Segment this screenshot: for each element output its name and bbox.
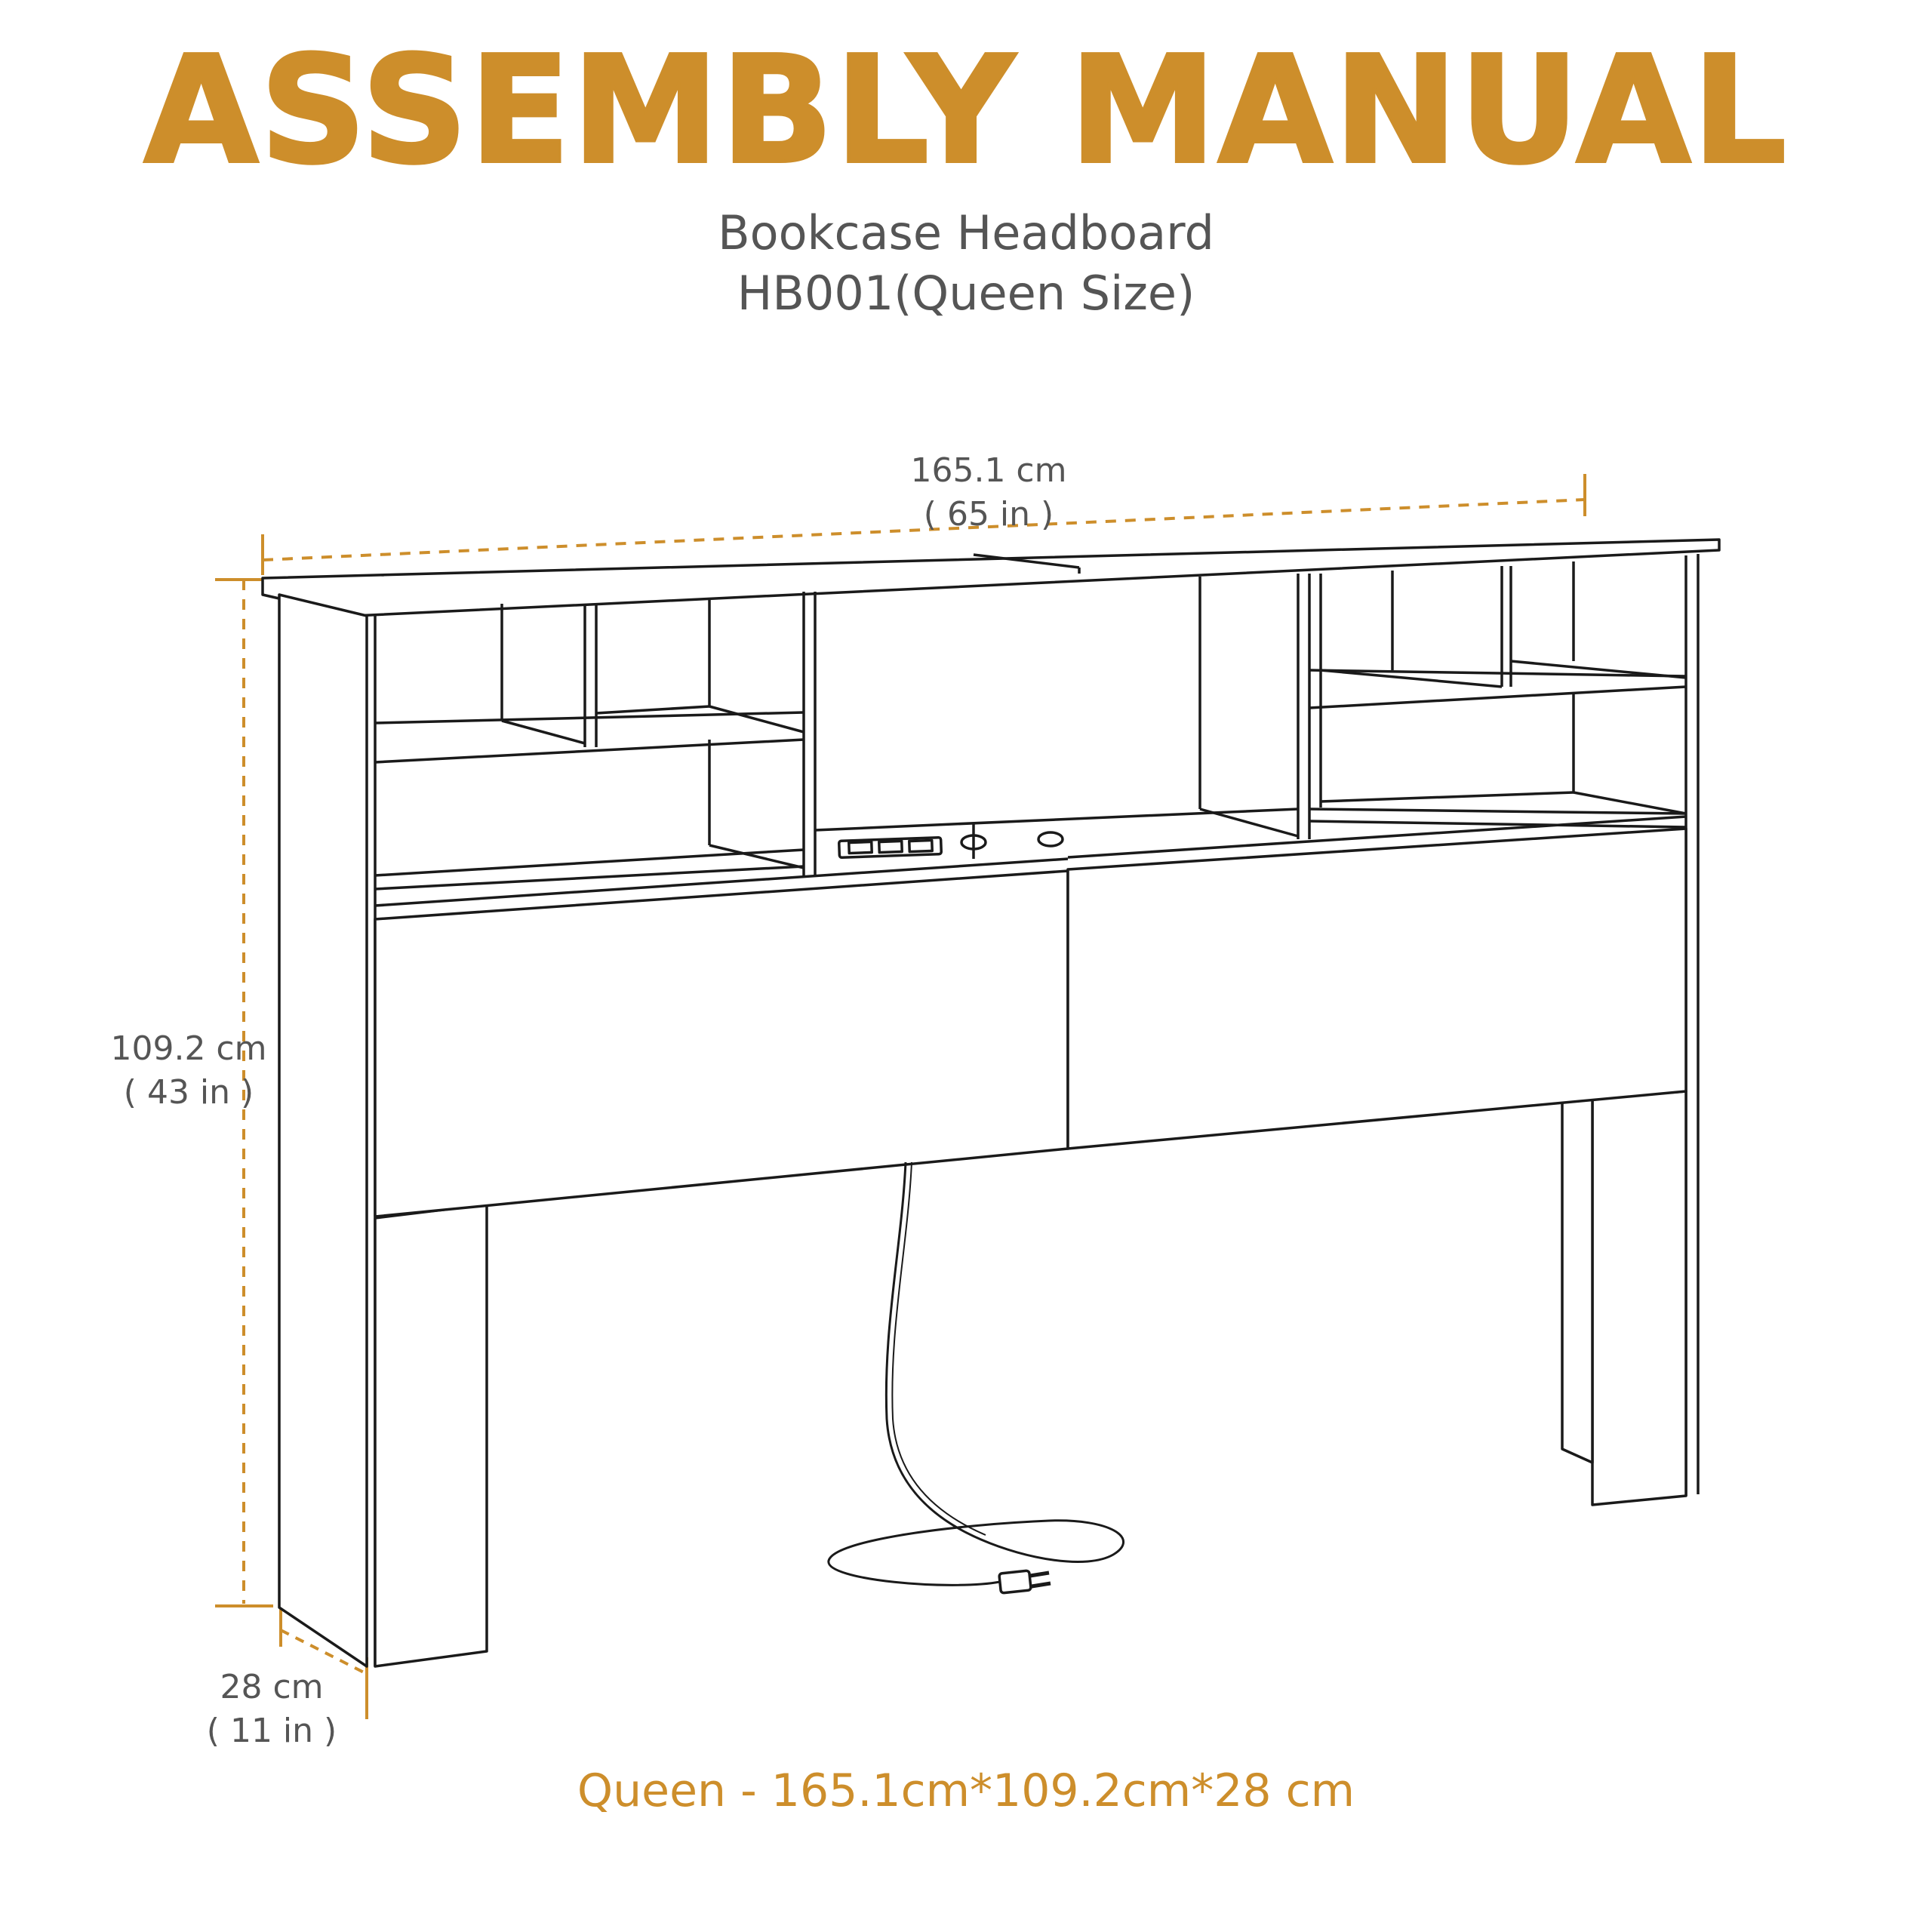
depth-dimension-cm: 28 cm bbox=[220, 1668, 324, 1706]
manual-title: ASSEMBLY MANUAL bbox=[143, 25, 1789, 197]
height-dimension-cm: 109.2 cm bbox=[110, 1029, 267, 1068]
height-dimension-in: ( 43 in ) bbox=[123, 1073, 254, 1112]
width-dimension-cm: 165.1 cm bbox=[910, 451, 1067, 490]
depth-dimension-in: ( 11 in ) bbox=[206, 1712, 337, 1750]
product-name: Bookcase Headboard bbox=[718, 205, 1214, 260]
usb-port bbox=[1038, 832, 1063, 846]
left-door bbox=[375, 871, 1068, 1217]
headboard-outline bbox=[263, 540, 1719, 1666]
size-summary: Queen - 165.1cm*109.2cm*28 cm bbox=[577, 1764, 1355, 1817]
width-dimension-in: ( 65 in ) bbox=[923, 495, 1054, 534]
right-leg bbox=[1592, 1091, 1686, 1505]
plug bbox=[999, 1571, 1031, 1593]
product-model: HB001(Queen Size) bbox=[737, 266, 1195, 321]
power-cord bbox=[829, 1162, 1124, 1585]
left-leg bbox=[375, 1204, 487, 1666]
left-side-panel bbox=[279, 595, 367, 1666]
right-door bbox=[1068, 829, 1686, 1149]
